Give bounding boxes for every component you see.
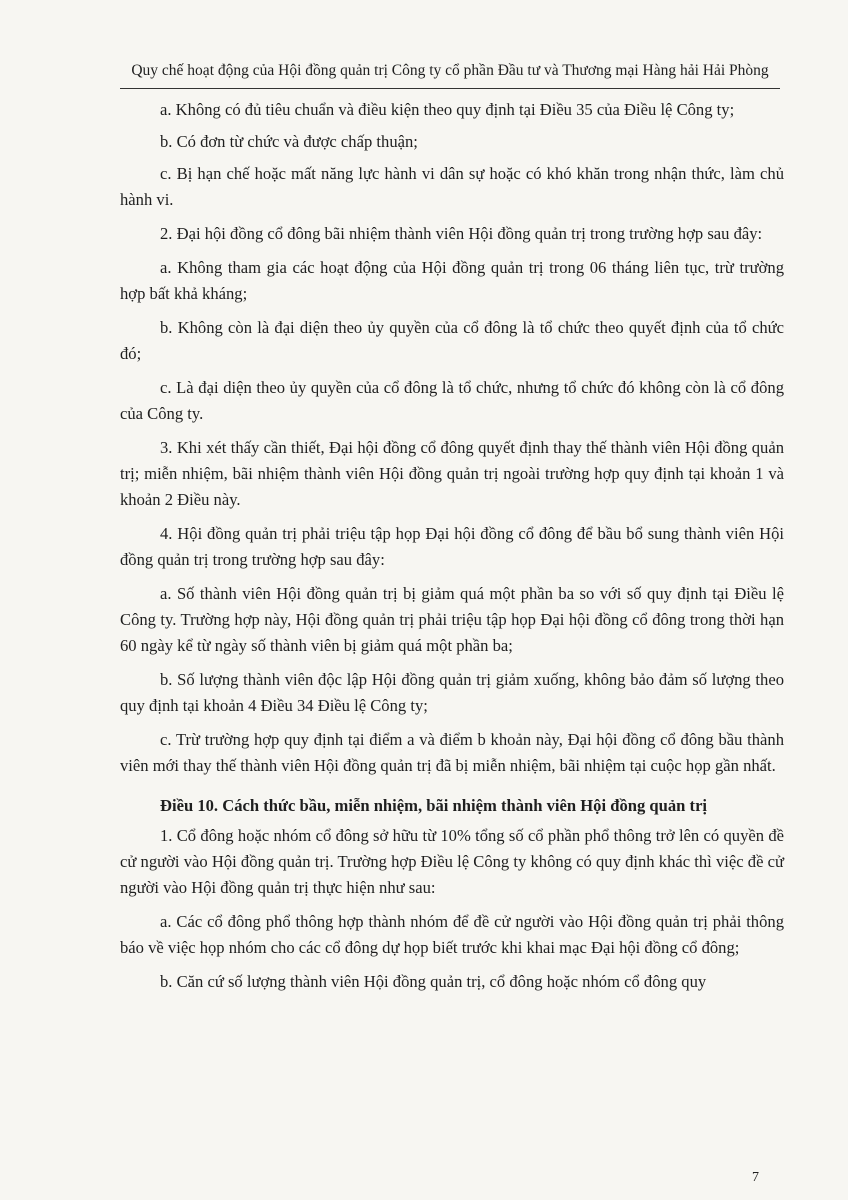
paragraph: 4. Hội đồng quản trị phải triệu tập họp Đại hội đồng cổ đông để bầu bổ sung thành viên Hội đồng quản trị trong trường hợp sau đây: bbox=[120, 524, 784, 569]
paragraph: c. Trừ trường hợp quy định tại điểm a và điểm b khoản này, Đại hội đồng cổ đông bầu thành viên mới thay thế thành viên Hội đồng quản trị đã bị miễn nhiệm, bãi nhiệm tại cuộc họp gần nhất. bbox=[120, 730, 784, 775]
paragraph: b. Căn cứ số lượng thành viên Hội đồng quản trị, cổ đông hoặc nhóm cổ đông quy bbox=[160, 972, 707, 991]
paragraph: 2. Đại hội đồng cổ đông bãi nhiệm thành viên Hội đồng quản trị trong trường hợp sau đây: bbox=[160, 224, 763, 243]
paragraph: c. Là đại diện theo ủy quyền của cổ đông là tổ chức, nhưng tổ chức đó không còn là cổ đông của Công ty. bbox=[120, 378, 784, 423]
paragraph: 1. Cổ đông hoặc nhóm cổ đông sở hữu từ 10% tổng số cổ phần phổ thông trở lên có quyền đề cử người vào Hội đồng quản trị. Trường hợp Điều lệ Công ty không có quy định khác thì việc đề cử người vào Hội đồng quản trị thực hiện như sau: bbox=[120, 826, 784, 897]
header-divider bbox=[120, 88, 780, 89]
paragraph: a. Không tham gia các hoạt động của Hội đồng quản trị trong 06 tháng liên tục, trừ trường hợp bất khả kháng; bbox=[120, 258, 784, 303]
page-number: 7 bbox=[752, 1170, 759, 1185]
paragraph: b. Có đơn từ chức và được chấp thuận; bbox=[160, 132, 418, 151]
document-body bbox=[120, 97, 784, 1003]
paragraph: a. Các cổ đông phổ thông hợp thành nhóm để đề cử người vào Hội đồng quản trị phải thông báo về việc họp nhóm cho các cổ đông dự họp biết trước khi khai mạc Đại hội đồng cổ đông; bbox=[120, 912, 784, 957]
article-heading: Điều 10. Cách thức bầu, miễn nhiệm, bãi nhiệm thành viên Hội đồng quản trị bbox=[160, 796, 708, 815]
paragraph: a. Số thành viên Hội đồng quản trị bị giảm quá một phần ba so với số quy định tại Điều lệ Công ty. Trường hợp này, Hội đồng quản trị phải triệu tập họp Đại hội đồng cổ đông trong thời hạn 60 ngày kể từ ngày số thành viên bị giảm quá một phần ba; bbox=[120, 584, 784, 655]
paragraph: 3. Khi xét thấy cần thiết, Đại hội đồng cổ đông quyết định thay thế thành viên Hội đồng quản trị; miễn nhiệm, bãi nhiệm thành viên Hội đồng quản trị ngoài trường hợp quy định tại khoản 1 và khoản 2 Điều này. bbox=[120, 438, 784, 509]
paragraph: c. Bị hạn chế hoặc mất năng lực hành vi dân sự hoặc có khó khăn trong nhận thức, làm chủ hành vi. bbox=[120, 164, 784, 209]
page-header: Quy chế hoạt động của Hội đồng quản trị Công ty cổ phần Đầu tư và Thương mại Hàng hải Hải Phòng bbox=[131, 62, 769, 79]
paragraph: a. Không có đủ tiêu chuẩn và điều kiện theo quy định tại Điều 35 của Điều lệ Công ty; bbox=[160, 100, 735, 119]
paragraph: b. Không còn là đại diện theo ủy quyền của cổ đông là tổ chức theo quyết định của tổ chức đó; bbox=[120, 318, 784, 363]
paragraph: b. Số lượng thành viên độc lập Hội đồng quản trị giảm xuống, không bảo đảm số lượng theo quy định tại khoản 4 Điều 34 Điều lệ Công ty; bbox=[120, 670, 784, 715]
